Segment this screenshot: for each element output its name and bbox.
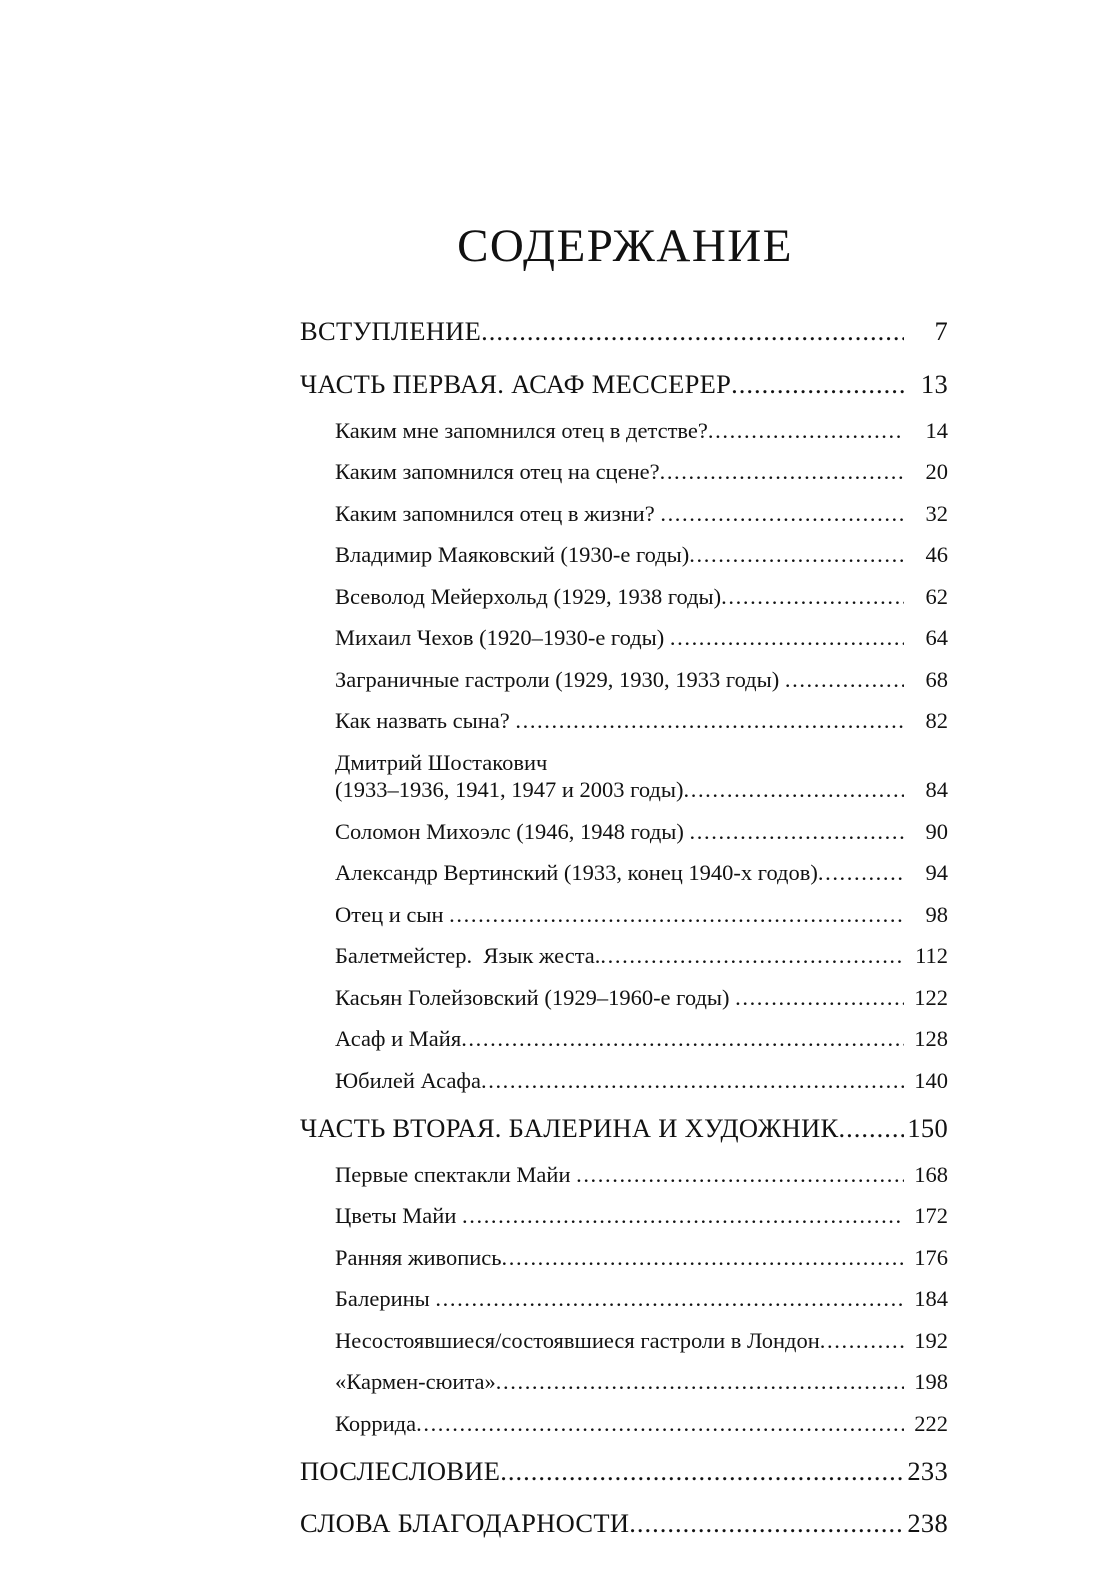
toc-entry-title: Заграничные гастроли (1929, 1930, 1933 годы) <box>335 666 785 692</box>
toc-entry-title: Балерины <box>335 1286 436 1311</box>
toc-entry-title: Несостоявшиеся/состоявшиеся гастроли в Лондон <box>335 1327 820 1353</box>
toc-dot-leader <box>600 945 904 968</box>
toc-entry[interactable] <box>300 774 948 811</box>
toc-entry[interactable] <box>300 618 948 660</box>
toc-entry-title: Касьян Голейзовский (1929–1960-е годы) <box>335 984 736 1010</box>
toc-entry-page-number: 176 <box>914 1244 948 1270</box>
toc-dot-leader <box>629 1510 904 1537</box>
toc-entry-page-number: 98 <box>925 901 948 927</box>
toc-entry[interactable] <box>300 894 948 936</box>
toc-entry-title: Каким мне запомнился отец в детстве? <box>335 417 708 443</box>
toc-dot-leader <box>500 1458 904 1485</box>
toc-entry-page-number: 68 <box>925 666 948 692</box>
toc-entry[interactable] <box>300 1320 948 1362</box>
toc-dot-leader <box>515 710 904 733</box>
toc-entry-title: Балетмейстер. Язык жеста. <box>335 943 601 968</box>
toc-dot-leader <box>576 1164 904 1187</box>
toc-dot-leader <box>708 420 904 443</box>
toc-entry[interactable] <box>300 1445 948 1498</box>
page-title: СОДЕРЖАНИЕ <box>457 220 793 272</box>
toc-entry[interactable] <box>300 1102 948 1155</box>
toc-entry-page-number: 46 <box>925 542 948 567</box>
toc-entry-title: Всеволод Мейерхольд (1929, 1938 годы) <box>335 583 722 609</box>
toc-entry-title: Михаил Чехов (1920–1930-е годы) <box>335 625 670 650</box>
toc-entry-title: Александр Вертинский (1933, конец 1940-х годов) <box>335 860 818 885</box>
toc-entry-title: Как назвать сына? <box>335 708 516 733</box>
toc-entry-title: (1933–1936, 1941, 1947 и 2003 годы) <box>335 777 684 802</box>
toc-entry-page-number: 94 <box>925 860 948 885</box>
toc-dot-leader <box>461 1028 904 1051</box>
toc-entry[interactable] <box>300 659 948 701</box>
toc-dot-leader <box>785 669 904 692</box>
toc-entry[interactable] <box>300 853 948 895</box>
toc-entry-page-number: 14 <box>925 417 948 443</box>
toc-entry-page-number: 13 <box>920 368 948 399</box>
toc-entry-page-number: 64 <box>925 625 948 650</box>
toc-dot-leader <box>684 779 905 802</box>
toc-entry[interactable] <box>300 1279 948 1321</box>
toc-entry[interactable] <box>300 1196 948 1238</box>
toc-entry-page-number: 184 <box>914 1286 948 1311</box>
toc-entry-title: ЧАСТЬ ВТОРАЯ. БАЛЕРИНА И ХУДОЖНИК <box>300 1112 839 1143</box>
toc-entry-page-number: 82 <box>925 708 948 733</box>
toc-dot-leader <box>502 1247 904 1270</box>
toc-dot-leader <box>481 318 904 345</box>
toc-entry-title: Ранняя живопись <box>335 1244 502 1270</box>
toc-entry-title: «Кармен-сюита» <box>335 1369 496 1394</box>
toc-entry[interactable] <box>300 1403 948 1445</box>
toc-dot-leader <box>670 627 904 650</box>
toc-dot-leader <box>735 987 904 1010</box>
toc-entry[interactable] <box>300 305 948 358</box>
toc-entry-page-number: 84 <box>925 777 948 802</box>
toc-entry-page-number: 222 <box>914 1410 948 1436</box>
toc-entry-title: ВСТУПЛЕНИЕ <box>300 316 482 346</box>
toc-entry[interactable] <box>300 452 948 494</box>
toc-entry-page-number: 32 <box>925 500 948 526</box>
toc-entry[interactable] <box>300 1237 948 1279</box>
toc-dot-leader <box>462 1205 904 1228</box>
toc-entry[interactable] <box>300 1019 948 1061</box>
toc-dot-leader <box>731 371 904 398</box>
toc-dot-leader <box>660 503 904 526</box>
toc-entry[interactable] <box>300 936 948 978</box>
toc-dot-leader <box>481 1070 904 1093</box>
toc-entry[interactable] <box>300 1497 948 1550</box>
toc-entry-page-number: 128 <box>914 1026 948 1051</box>
toc-entry-title: ЧАСТЬ ПЕРВАЯ. АСАФ МЕССЕРЕР <box>300 368 732 399</box>
toc-entry-page-number: 198 <box>914 1369 948 1394</box>
toc-dot-leader <box>689 544 904 567</box>
toc-entry-title: ПОСЛЕСЛОВИЕ <box>300 1455 501 1486</box>
toc-entry-title: Асаф и Майя <box>335 1026 462 1051</box>
toc-entry-title: Владимир Маяковский (1930-е годы) <box>335 542 690 567</box>
toc-entry-title: Коррида <box>335 1410 417 1436</box>
toc-entry-page-number: 122 <box>914 984 948 1010</box>
toc-entry[interactable] <box>300 576 948 618</box>
toc-dot-leader <box>839 1115 904 1142</box>
toc-dot-leader <box>820 1330 904 1353</box>
toc-entry-title: Юбилей Асафа <box>335 1067 481 1093</box>
toc-entry-page-number: 150 <box>907 1112 948 1143</box>
toc-entry[interactable] <box>300 535 948 577</box>
toc-entry[interactable] <box>300 742 948 774</box>
toc-entry[interactable] <box>300 701 948 743</box>
toc-entry-page-number: 20 <box>925 459 948 484</box>
toc-dot-leader <box>435 1288 904 1311</box>
toc-entry[interactable] <box>300 1154 948 1196</box>
toc-entry-title: Дмитрий Шостакович <box>335 749 548 775</box>
toc-dot-leader <box>416 1413 904 1436</box>
toc-entry[interactable] <box>300 410 948 452</box>
toc-entry-title: Цветы Майи <box>335 1203 463 1228</box>
toc-entry-title: Каким запомнился отец на сцене? <box>335 459 660 484</box>
toc-dot-leader <box>449 904 904 927</box>
toc-entry-page-number: 233 <box>907 1455 948 1486</box>
toc-entry[interactable] <box>300 358 948 411</box>
toc-entry-page-number: 172 <box>914 1203 948 1228</box>
toc-entry[interactable] <box>300 1362 948 1404</box>
toc-entry[interactable] <box>300 811 948 853</box>
toc-entry-title: Соломон Михоэлс (1946, 1948 годы) <box>335 818 690 844</box>
toc-entry-title: СЛОВА БЛАГОДАРНОСТИ <box>300 1508 630 1538</box>
toc-entry[interactable] <box>300 493 948 535</box>
toc-entry-title: Первые спектакли Майи <box>335 1161 577 1187</box>
toc-dot-leader <box>660 461 904 484</box>
toc-entry-page-number: 140 <box>914 1067 948 1093</box>
toc-entry-page-number: 238 <box>907 1508 948 1538</box>
toc-entry-page-number: 112 <box>915 943 948 968</box>
toc-entry-page-number: 90 <box>925 818 948 844</box>
toc-entry-page-number: 192 <box>914 1327 948 1353</box>
toc-entry-page-number: 7 <box>934 316 948 346</box>
toc-entry-title: Каким запомнился отец в жизни? <box>335 500 661 526</box>
toc-dot-leader <box>690 821 904 844</box>
toc-entry-page-number: 62 <box>925 583 948 609</box>
toc-entry-page-number: 168 <box>914 1161 948 1187</box>
toc-dot-leader <box>721 586 904 609</box>
table-of-contents-list <box>300 305 948 1550</box>
toc-entry[interactable] <box>300 1060 948 1102</box>
toc-entry[interactable] <box>300 977 948 1019</box>
toc-dot-leader <box>818 862 904 885</box>
toc-entry-title: Отец и сын <box>335 901 450 927</box>
toc-dot-leader <box>496 1371 904 1394</box>
